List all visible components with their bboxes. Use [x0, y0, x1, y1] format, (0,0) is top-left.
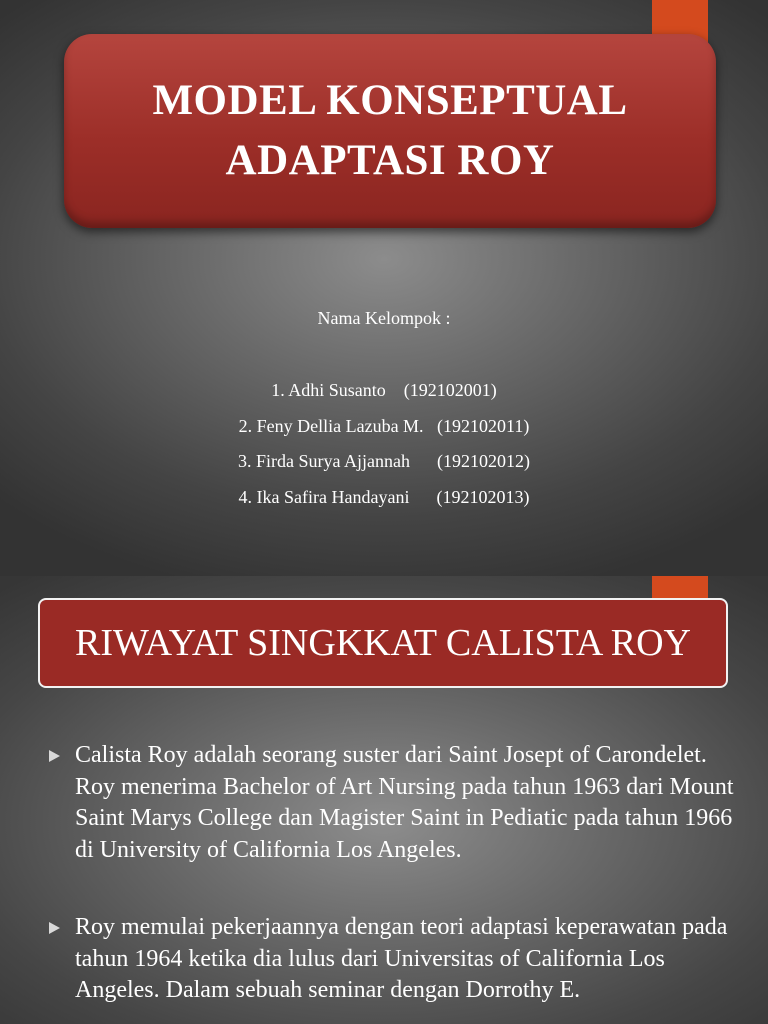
member-item: 1. Adhi Susanto (192102001) — [271, 380, 497, 400]
slide-2 — [0, 576, 768, 1024]
member-item: 3. Firda Surya Ajjannah (192102012) — [238, 451, 530, 471]
triangle-bullet-icon — [49, 750, 60, 762]
member-item: 2. Feny Dellia Lazuba M. (192102011) — [238, 415, 530, 436]
member-list — [0, 378, 768, 520]
bullet-item — [44, 740, 734, 866]
bullet-text: Calista Roy adalah seorang suster dari Saint Josept of Carondelet. Roy menerima Bachelor of Art Nursing pada tahun 1963 dari Mount Saint Marys College dan Magister Saint in Pediatic pada tahun 1966 di University of California Los Angeles. — [75, 742, 734, 863]
title-box — [64, 34, 716, 228]
bullet-item — [44, 912, 734, 1007]
bullet-text: Roy memulai pekerjaannya dengan teori adaptasi keperawatan pada tahun 1964 ketika dia lulus dari Universitas of California Los Angeles. Dalam sebuah seminar dengan Dorrothy E. — [75, 914, 728, 1003]
heading-box — [38, 598, 728, 688]
slide-title: MODEL KONSEPTUAL ADAPTASI ROY — [152, 77, 628, 184]
group-label: Nama Kelompok : — [317, 308, 451, 328]
bullet-list — [44, 740, 734, 1024]
slide-heading: RIWAYAT SINGKKAT CALISTA ROY — [75, 621, 691, 664]
member-item: 4. Ika Safira Handayani (192102013) — [238, 486, 530, 507]
triangle-bullet-icon — [49, 922, 60, 934]
